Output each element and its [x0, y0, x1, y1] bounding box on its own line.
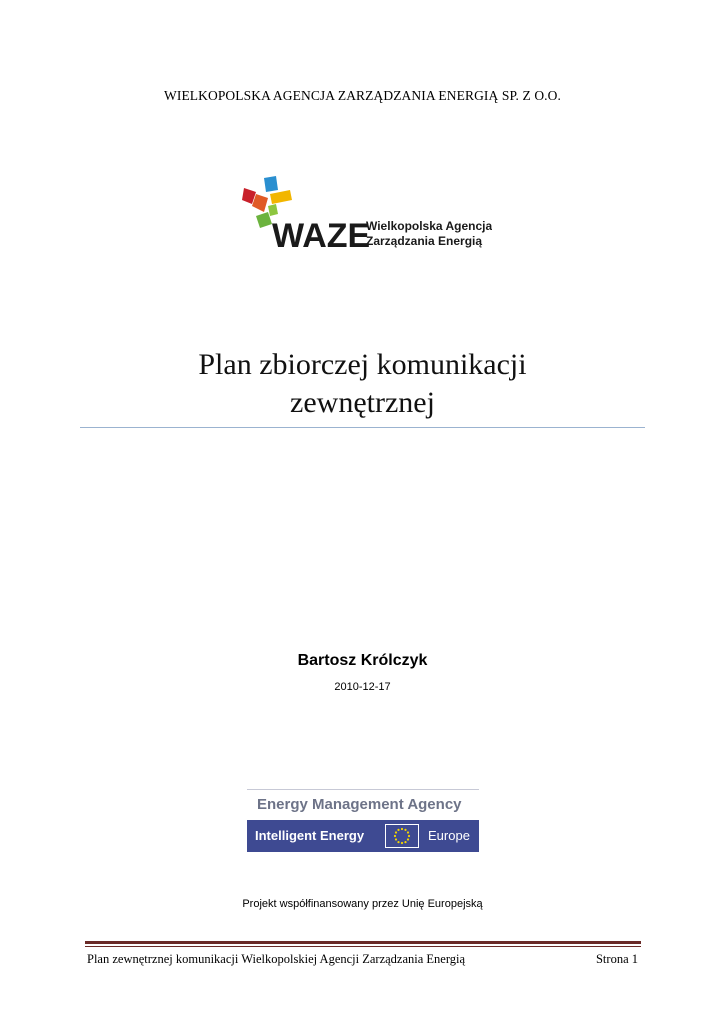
europe-label: Europe	[428, 828, 470, 843]
organization-header: WIELKOPOLSKA AGENCJA ZARZĄDZANIA ENERGIĄ SP. Z O.O.	[164, 88, 561, 103]
waze-logo-graphic	[242, 176, 492, 252]
ema-agency-name: Energy Management Agency	[257, 796, 462, 813]
logo-blue-shape	[264, 176, 278, 192]
footer-page-number: Strona 1	[595, 952, 638, 966]
document-date: 2010-12-17	[334, 681, 391, 693]
logo-green-shape	[256, 212, 272, 228]
eu-flag-icon	[385, 824, 419, 848]
logo-acronym: WAZE	[272, 217, 371, 252]
logo-lightgreen-shape	[268, 204, 278, 216]
footer-rule-thick	[85, 941, 641, 944]
ema-banner-top	[247, 789, 479, 820]
logo-name-line1: Wielkopolska Agencja	[366, 219, 492, 233]
title-line-1: Plan zbiorczej komunikacji	[198, 348, 527, 381]
title-line-2: zewnętrznej	[290, 386, 435, 419]
cofinancing-note: Projekt współfinansowany przez Unię Europejską	[242, 898, 483, 910]
logo-name-line2: Zarządzania Energią	[366, 234, 483, 248]
title-underline	[80, 427, 645, 428]
waze-logo	[242, 176, 492, 252]
logo-yellow-shape	[270, 190, 292, 204]
footer-rule-thin	[85, 946, 641, 947]
intelligent-energy-label: Intelligent Energy	[255, 828, 365, 843]
ema-banner-bottom	[247, 820, 479, 852]
author-name: Bartosz Królczyk	[297, 652, 428, 669]
energy-management-agency-banner	[247, 789, 479, 852]
footer-document-name: Plan zewnętrznej komunikacji Wielkopolskiej Agencji Zarządzania Energią	[87, 952, 466, 966]
document-title	[60, 346, 665, 422]
